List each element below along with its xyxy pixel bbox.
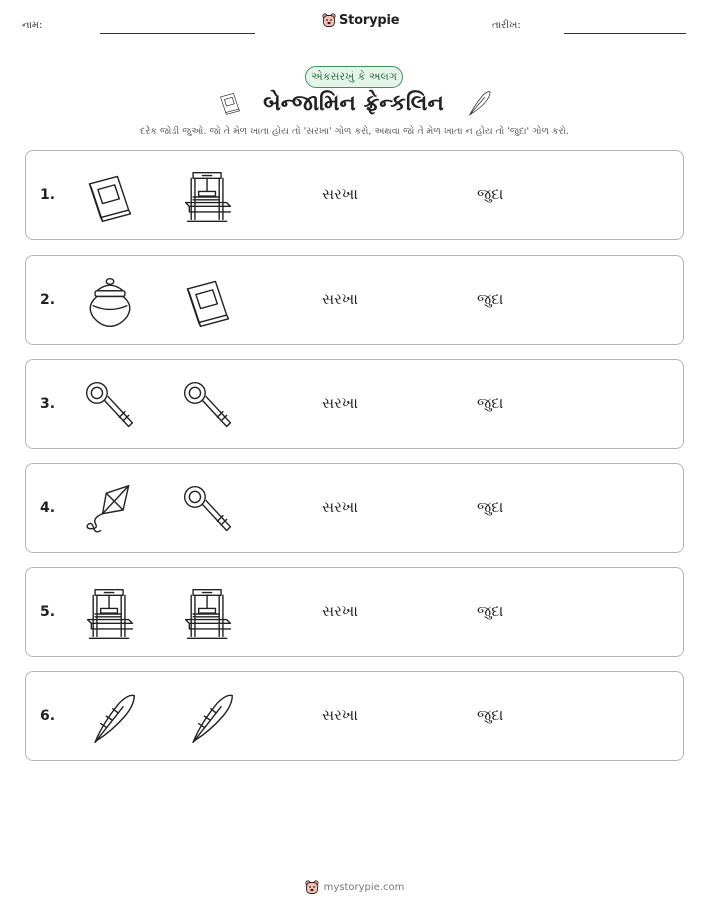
jar-icon	[82, 274, 138, 330]
key-icon	[180, 378, 236, 434]
brand-logo	[322, 13, 399, 28]
different-option[interactable]: જુદા	[477, 602, 504, 620]
same-option[interactable]: સરખા	[322, 394, 358, 412]
worksheet-title: બેન્જામિન ફ્રેન્કલિન	[263, 90, 444, 116]
row-number: 6.	[40, 708, 56, 724]
name-label: નામ:	[22, 20, 43, 31]
name-field[interactable]	[100, 33, 255, 34]
printing-press-icon	[180, 586, 236, 642]
book-icon	[180, 274, 236, 330]
row-number: 1.	[40, 187, 56, 203]
key-icon	[180, 482, 236, 538]
title-row	[0, 88, 709, 118]
row-number: 3.	[40, 396, 56, 412]
same-option[interactable]: સરખા	[322, 602, 358, 620]
bear-icon	[305, 880, 319, 895]
brand-name: Storypie	[339, 13, 400, 28]
kite-icon	[82, 482, 138, 538]
book-icon	[82, 169, 138, 225]
footer	[0, 880, 709, 895]
different-option[interactable]: જુદા	[477, 185, 504, 203]
instructions: દરેક જોડી જુઓ. જો તે મેળ ખાતા હોય તો 'સરખા' ગોળ કરો, અથવા જો તે મેળ ખાતા ન હોય તો 'જુદા' ગોળ કરો.	[140, 126, 569, 137]
quill-icon	[180, 690, 236, 746]
same-option[interactable]: સરખા	[322, 498, 358, 516]
exercise-row	[25, 671, 684, 761]
date-field[interactable]	[564, 33, 686, 34]
printing-press-icon	[82, 586, 138, 642]
quill-icon	[464, 88, 492, 118]
exercise-row	[25, 359, 684, 449]
key-icon	[82, 378, 138, 434]
quill-icon	[82, 690, 138, 746]
footer-site: mystorypie.com	[323, 882, 405, 893]
same-option[interactable]: સરખા	[322, 706, 358, 724]
same-option[interactable]: સરખા	[322, 185, 358, 203]
exercise-row	[25, 463, 684, 553]
row-number: 4.	[40, 500, 56, 516]
date-label: તારીખ:	[492, 20, 521, 31]
exercise-row	[25, 255, 684, 345]
exercise-row	[25, 150, 684, 240]
different-option[interactable]: જુદા	[477, 498, 504, 516]
different-option[interactable]: જુદા	[477, 290, 504, 308]
same-option[interactable]: સરખા	[322, 290, 358, 308]
different-option[interactable]: જુદા	[477, 706, 504, 724]
different-option[interactable]: જુદા	[477, 394, 504, 412]
exercise-row	[25, 567, 684, 657]
bear-icon	[322, 13, 336, 28]
book-icon	[217, 90, 243, 116]
worksheet-type-badge: એકસરખું કે અલગ	[305, 66, 403, 88]
printing-press-icon	[180, 169, 236, 225]
row-number: 2.	[40, 292, 56, 308]
row-number: 5.	[40, 604, 56, 620]
